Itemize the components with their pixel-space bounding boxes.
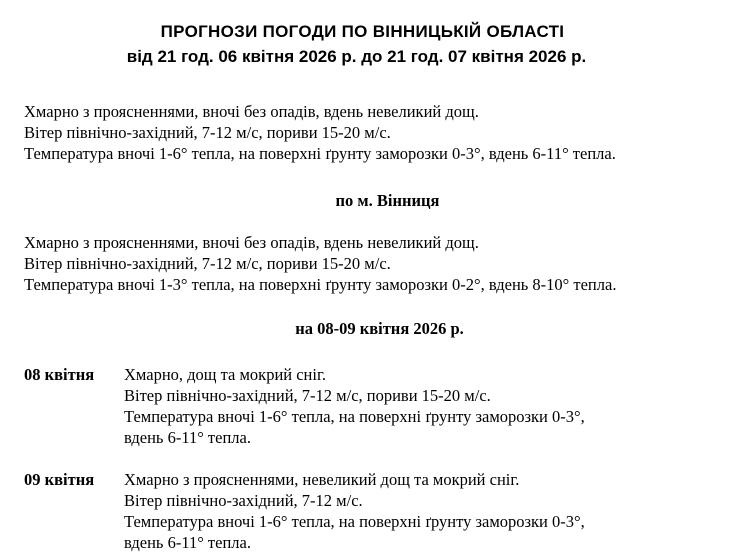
outlook-day-details — [124, 364, 585, 448]
outlook-day-date: 08 квітня — [24, 365, 95, 384]
outlook-day-temperature-line: Температура вночі 1-6° тепла, на поверхні ґрунту заморозки 0-3°, — [124, 512, 585, 531]
outlook-day-temperature-line: Температура вночі 1-6° тепла, на поверхні ґрунту заморозки 0-3°, — [124, 407, 585, 426]
page-title: ПРОГНОЗИ ПОГОДИ ПО ВІННИЦЬКІЙ ОБЛАСТІ — [160, 22, 565, 41]
city-wind-line: Вітер північно-західний, 7-12 м/с, пориви 15-20 м/с. — [24, 254, 391, 273]
region-wind-line: Вітер північно-західний, 7-12 м/с, пориви 15-20 м/с. — [24, 123, 391, 142]
outlook-day-temperature-continued: вдень 6-11° тепла. — [124, 428, 251, 447]
outlook-day-details — [124, 469, 585, 553]
region-forecast — [24, 101, 616, 164]
city-forecast — [24, 232, 616, 295]
outlook-day-temperature-continued: вдень 6-11° тепла. — [124, 533, 251, 552]
outlook-day-wind-line: Вітер північно-західний, 7-12 м/с, пориви 15-20 м/с. — [124, 386, 491, 405]
region-sky-line: Хмарно з проясненнями, вночі без опадів, вдень невеликий дощ. — [24, 102, 479, 121]
forecast-period: від 21 год. 06 квітня 2026 р. до 21 год. 07 квітня 2026 р. — [126, 47, 587, 66]
outlook-day-date: 09 квітня — [24, 470, 95, 489]
outlook-day-sky-line: Хмарно, дощ та мокрий сніг. — [124, 365, 326, 384]
outlook-heading: на 08-09 квітня 2026 р. — [295, 319, 464, 338]
city-temperature-line: Температура вночі 1-3° тепла, на поверхні ґрунту заморозки 0-2°, вдень 8-10° тепла. — [24, 275, 617, 294]
outlook-day-wind-line: Вітер північно-західний, 7-12 м/с. — [124, 491, 363, 510]
city-sky-line: Хмарно з проясненнями, вночі без опадів, вдень невеликий дощ. — [24, 233, 479, 252]
city-heading: по м. Вінниця — [335, 191, 440, 210]
region-temperature-line: Температура вночі 1-6° тепла, на поверхні ґрунту заморозки 0-3°, вдень 6-11° тепла. — [24, 144, 616, 163]
outlook-day-sky-line: Хмарно з проясненнями, невеликий дощ та мокрий сніг. — [124, 470, 520, 489]
